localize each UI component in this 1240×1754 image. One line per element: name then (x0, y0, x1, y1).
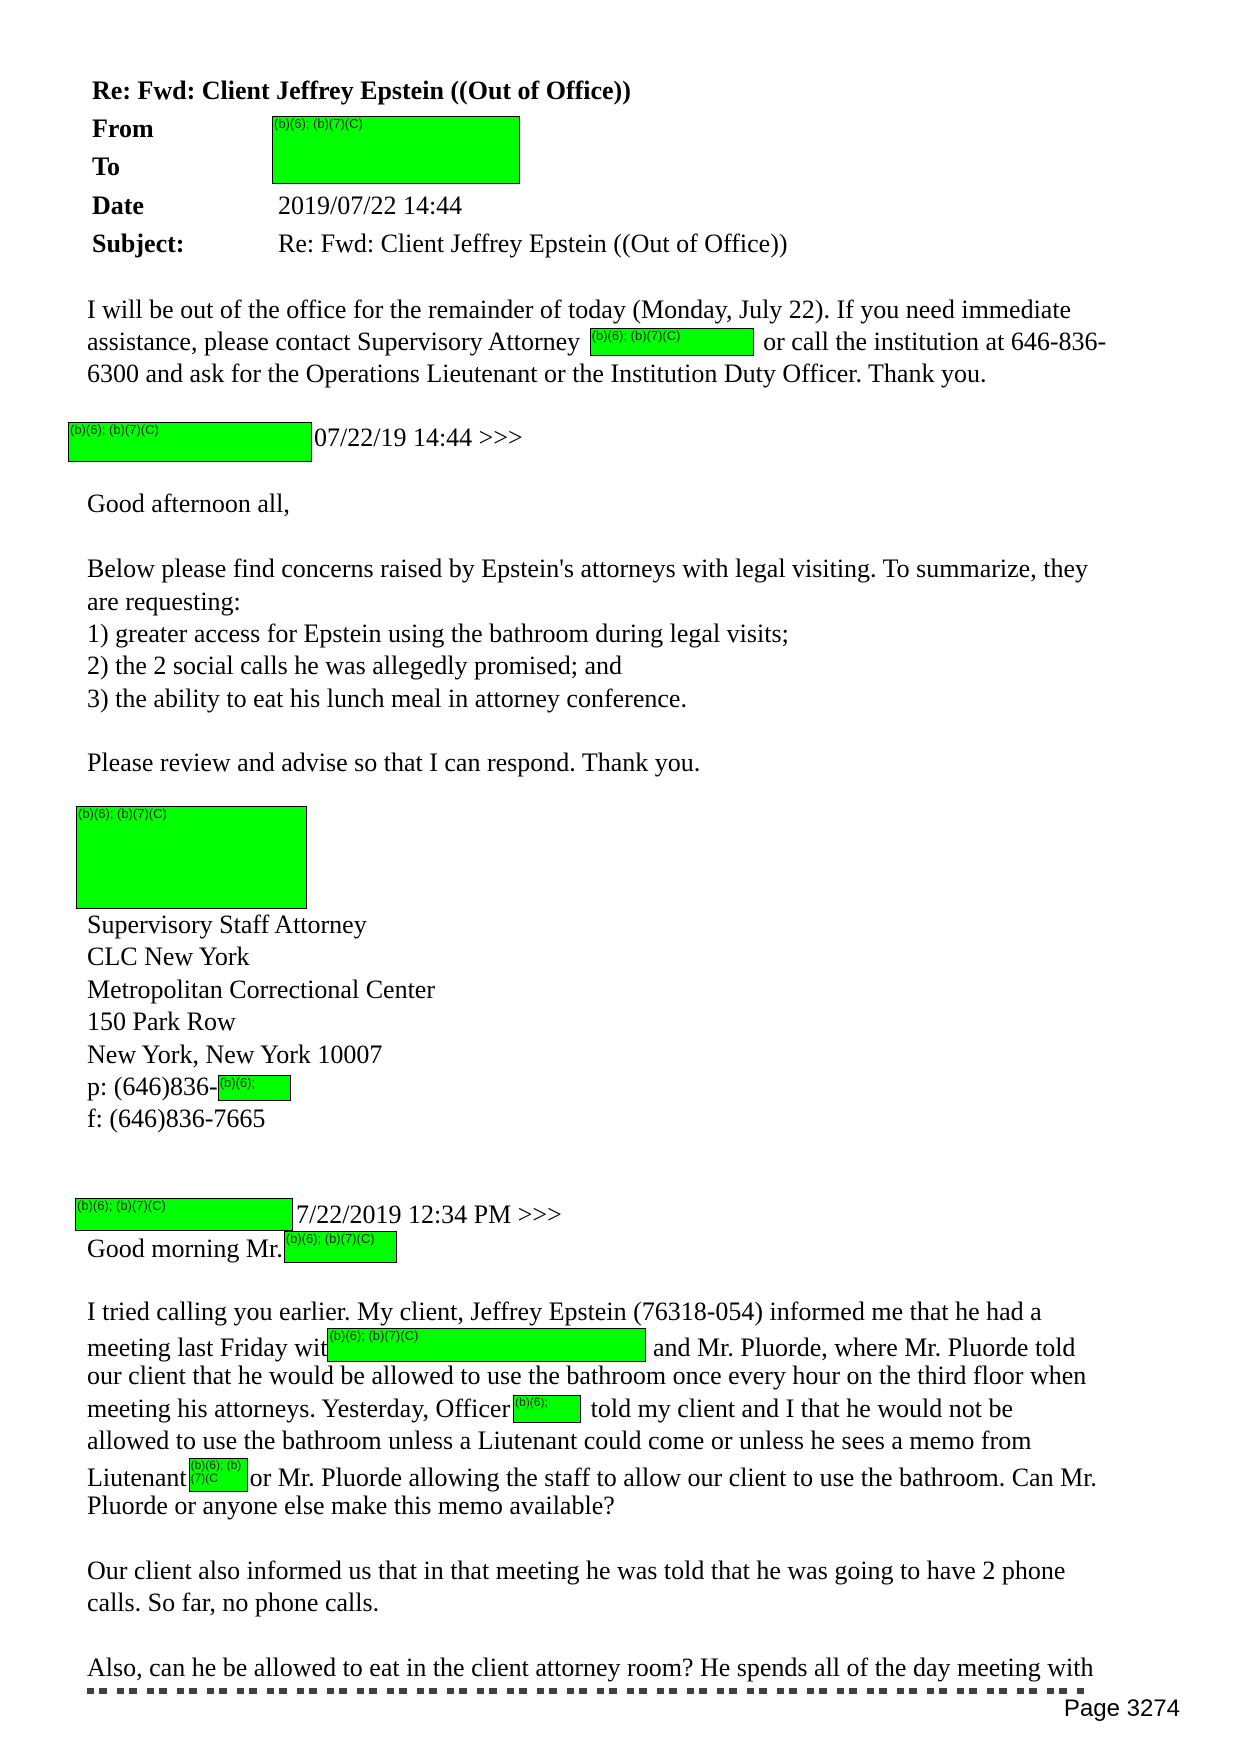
ooo-line-2 (87, 326, 1106, 358)
date-value: 2019/07/22 14:44 (278, 191, 463, 220)
ooo-line-1: I will be out of the office for the remainder of today (Monday, July 22). If you need immediate (87, 295, 1072, 324)
redaction-supervisory-attorney (590, 328, 754, 356)
redaction-code: (b)(6); (b)(7)(C) (77, 1198, 166, 1213)
reply2-line-6b: or Mr. Pluorde allowing the staff to allow our client to use the bathroom. Can Mr. (249, 1463, 1097, 1492)
reply1-closing: Please review and advise so that I can respond. Thank you. (87, 748, 701, 777)
redaction-recipient-name (284, 1231, 397, 1263)
reply1-item-2: 2) the 2 social calls he was allegedly promised; and (87, 651, 623, 680)
redaction-code: (b)(6); (b)(7)(C) (78, 806, 167, 821)
signature-fax: f: (646)836-7665 (87, 1104, 266, 1133)
redaction-code: (b)(6); (b)(7)(C) (70, 422, 159, 437)
redaction-code: (b)(6); (b)(7)(C) (329, 1328, 419, 1343)
reply2-greeting-text: Good morning Mr. (87, 1234, 283, 1263)
reply1-item-1: 1) greater access for Epstein using the bathroom during legal visits; (87, 619, 789, 648)
from-label: From (92, 114, 154, 143)
reply1-p1-line1: Below please find concerns raised by Epstein's attorneys with legal visiting. To summarize, they (87, 554, 1088, 583)
reply2-line-5: allowed to use the bathroom unless a Liutenant could come or unless he sees a memo from (87, 1426, 1032, 1455)
reply2-stamp: 7/22/2019 12:34 PM >>> (296, 1200, 562, 1229)
signature-phone-prefix: p: (646)836- (87, 1072, 218, 1101)
ooo-line-2b: or call the institution at 646-836- (756, 327, 1107, 356)
signature-street: 150 Park Row (87, 1007, 236, 1036)
reply2-line-4 (87, 1393, 1013, 1425)
signature-org: CLC New York (87, 942, 250, 971)
reply2-line-2b: and Mr. Pluorde, where Mr. Pluorde told (646, 1333, 1076, 1362)
subject-label: Subject: (92, 229, 185, 258)
reply2-greeting (87, 1231, 400, 1265)
reply2-p3-line-1: Also, can he be allowed to eat in the client attorney room? He spends all of the day meeting with (87, 1653, 1094, 1682)
subject-value: Re: Fwd: Client Jeffrey Epstein ((Out of Office)) (278, 229, 788, 258)
reply2-p2-line-1: Our client also informed us that in that meeting he was told that he was going to have 2 phone (87, 1556, 1066, 1585)
date-label: Date (92, 191, 144, 220)
to-label: To (92, 152, 120, 181)
ooo-line-2a: assistance, please contact Supervisory Attorney (87, 327, 587, 356)
truncated-line-fragment (87, 1688, 1087, 1694)
reply2-line-1: I tried calling you earlier. My client, Jeffrey Epstein (76318-054) informed me that he had a (87, 1297, 1042, 1326)
redaction-sender-2 (75, 1198, 293, 1231)
reply2-line-6 (87, 1458, 1097, 1494)
reply2-line-3: our client that he would be allowed to use the bathroom once every hour on the third floor when (87, 1361, 1087, 1390)
page-number: Page 3274 (1063, 1695, 1180, 1722)
reply2-line-2 (87, 1328, 1075, 1364)
redaction-code: (b)(6); (515, 1395, 548, 1409)
redaction-sender-1 (68, 422, 312, 462)
redaction-code: (b)(6); (b)(7)(C) (591, 328, 681, 343)
redaction-code: (b)(6); (219, 1075, 256, 1090)
redaction-lieutenant-name (189, 1458, 248, 1492)
reply2-line-7: Pluorde or anyone else make this memo available? (87, 1491, 615, 1520)
redaction-code: (b)(6); (b)(7)(C) (274, 116, 363, 131)
reply1-greeting: Good afternoon all, (87, 489, 290, 518)
reply2-line-2a: meeting last Friday wit (87, 1333, 328, 1362)
reply1-p1-line2: are requesting: (87, 587, 241, 616)
signature-title: Supervisory Staff Attorney (87, 910, 367, 939)
ooo-line-3: 6300 and ask for the Operations Lieutenant or the Institution Duty Officer. Thank you. (87, 359, 987, 388)
reply1-item-3: 3) the ability to eat his lunch meal in attorney conference. (87, 684, 687, 713)
reply2-line-6a: Liutenant (87, 1463, 187, 1492)
reply2-line-4a: meeting his attorneys. Yesterday, Officer (87, 1394, 511, 1423)
email-title: Re: Fwd: Client Jeffrey Epstein ((Out of Office)) (92, 76, 631, 105)
reply2-p2-line-2: calls. So far, no phone calls. (87, 1588, 380, 1617)
redaction-code: (b)(6); (b)(7)(C (190, 1458, 242, 1485)
redaction-signature-name (76, 806, 307, 909)
redaction-phone-ext (218, 1075, 291, 1101)
signature-phone (87, 1071, 294, 1103)
reply2-line-4b: told my client and I that he would not be (584, 1394, 1014, 1423)
redaction-meeting-person (327, 1328, 646, 1362)
redaction-from-to (272, 116, 520, 184)
reply1-stamp: 07/22/19 14:44 >>> (314, 423, 523, 452)
redaction-officer-name (513, 1395, 581, 1423)
redaction-code: (b)(6); (b)(7)(C) (285, 1231, 375, 1246)
signature-city: New York, New York 10007 (87, 1040, 383, 1069)
signature-facility: Metropolitan Correctional Center (87, 975, 436, 1004)
